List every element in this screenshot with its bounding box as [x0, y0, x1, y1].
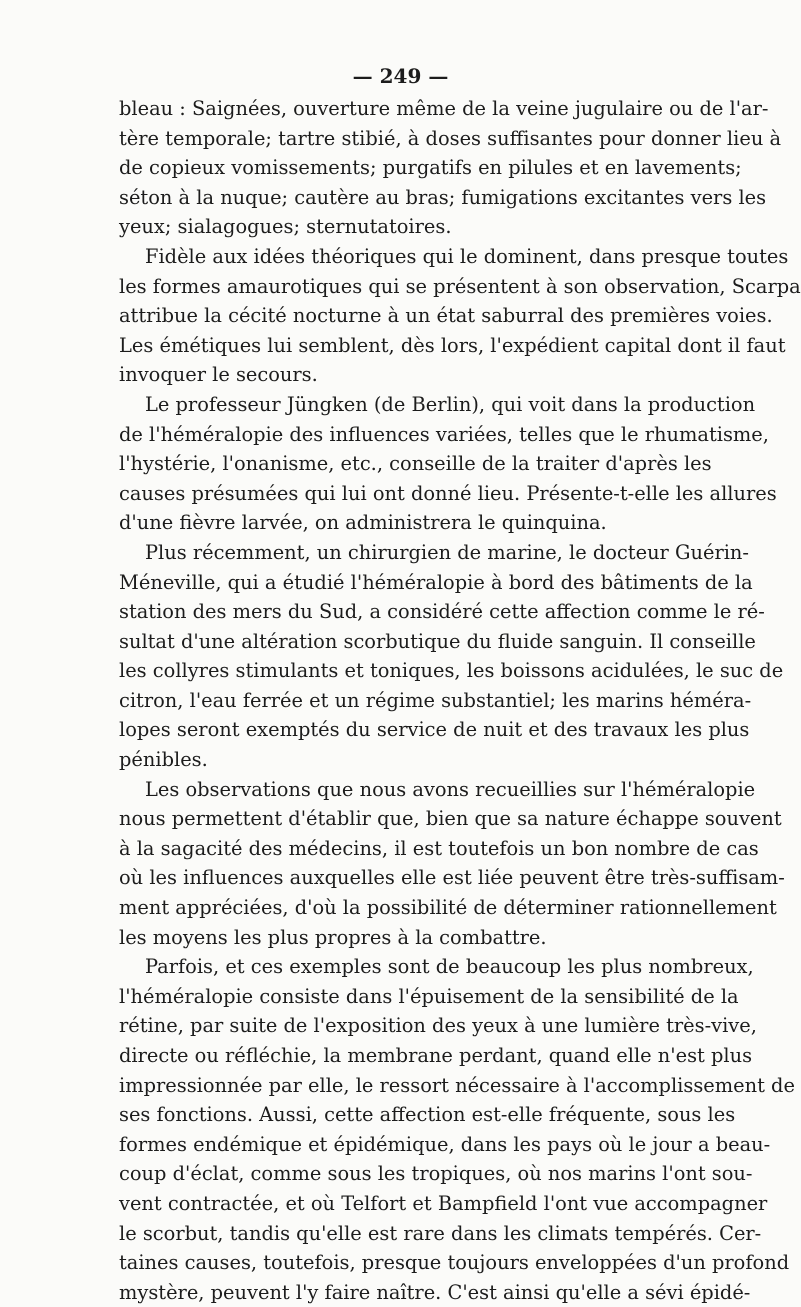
text-line: impressionnée par elle, le ressort nécessaire à l'accomplissement de [119, 1073, 795, 1097]
text-line: causes présumées qui lui ont donné lieu. Présente-t-elle les allures [119, 481, 777, 505]
text-line: Le professeur Jüngken (de Berlin), qui voit dans la production [145, 392, 756, 416]
text-line: attribue la cécité nocturne à un état saburral des premières voies. [119, 304, 773, 328]
text-line: Fidèle aux idées théoriques qui le dominent, dans presque toutes [145, 244, 789, 268]
text-line: de copieux vomissements; purgatifs en pilules et en lavements; [119, 156, 742, 180]
text-line: d'une fièvre larvée, on administrera le quinquina. [119, 511, 607, 535]
text-line: où les influences auxquelles elle est liée peuvent être très-suffisam- [119, 866, 785, 890]
text-line: les collyres stimulants et toniques, les boissons acidulées, le suc de [119, 659, 784, 683]
text-line: l'héméralopie consiste dans l'épuisement de la sensibilité de la [119, 984, 739, 1008]
text-line: l'hystérie, l'onanisme, etc., conseille de la traiter d'après les [119, 452, 712, 476]
text-line: vent contractée, et où Telfort et Bampfield l'ont vue accompagner [119, 1191, 768, 1215]
text-line: taines causes, toutefois, presque toujours enveloppées d'un profond [119, 1251, 790, 1275]
text-line: Parfois, et ces exemples sont de beaucoup les plus nombreux, [145, 955, 754, 979]
text-line: les moyens les plus propres à la combattre. [119, 925, 547, 949]
text-line: Méneville, qui a étudié l'héméralopie à bord des bâtiments de la [119, 570, 753, 594]
text-line: pénibles. [119, 748, 208, 772]
text-line: rétine, par suite de l'exposition des yeux à une lumière très-vive, [119, 1014, 757, 1038]
text-line: directe ou réfléchie, la membrane perdant, quand elle n'est plus [119, 1044, 753, 1067]
text-line: nous permettent d'établir que, bien que sa nature échappe souvent [119, 807, 782, 831]
book-page [119, 58, 801, 1307]
text-line: ment appréciées, d'où la possibilité de déterminer rationnellement [119, 896, 777, 920]
text-line: sultat d'une altération scorbutique du fluide sanguin. Il conseille [119, 629, 756, 653]
body-text [119, 94, 801, 1307]
text-line: yeux; sialagogues; sternutatoires. [119, 215, 452, 239]
text-line: Les observations que nous avons recueillies sur l'héméralopie [145, 777, 756, 801]
page-number: — 249 — [352, 64, 449, 88]
text-line: Plus récemment, un chirurgien de marine, le docteur Guérin- [145, 540, 749, 564]
text-line: à la sagacité des médecins, il est toutefois un bon nombre de cas [119, 836, 759, 860]
text-line: tère temporale; tartre stibié, à doses suffisantes pour donner lieu à [119, 126, 782, 150]
text-line: de l'héméralopie des influences variées, telles que le rhumatisme, [119, 422, 769, 446]
text-line: citron, l'eau ferrée et un régime substantiel; les marins héméra- [119, 688, 752, 712]
text-line: mystère, peuvent l'y faire naître. C'est ainsi qu'elle a sévi épidé- [119, 1280, 751, 1304]
text-line: ses fonctions. Aussi, cette affection est-elle fréquente, sous les [119, 1103, 736, 1127]
text-line: formes endémique et épidémique, dans les pays où le jour a beau- [119, 1132, 771, 1156]
text-line: bleau : Saignées, ouverture même de la veine jugulaire ou de l'ar- [119, 97, 769, 120]
text-line: séton à la nuque; cautère au bras; fumigations excitantes vers les [119, 185, 767, 209]
text-line: lopes seront exemptés du service de nuit et des travaux les plus [119, 718, 750, 742]
text-line: Les émétiques lui semblent, dès lors, l'expédient capital dont il faut [119, 333, 786, 357]
text-line: le scorbut, tandis qu'elle est rare dans les climats tempérés. Cer- [119, 1221, 762, 1245]
text-line: invoquer le secours. [119, 363, 318, 387]
text-line: station des mers du Sud, a considéré cette affection comme le ré- [119, 600, 765, 624]
text-line: coup d'éclat, comme sous les tropiques, où nos marins l'ont sou- [119, 1162, 753, 1186]
text-line: les formes amaurotiques qui se présentent à son observation, Scarpa [119, 274, 801, 298]
